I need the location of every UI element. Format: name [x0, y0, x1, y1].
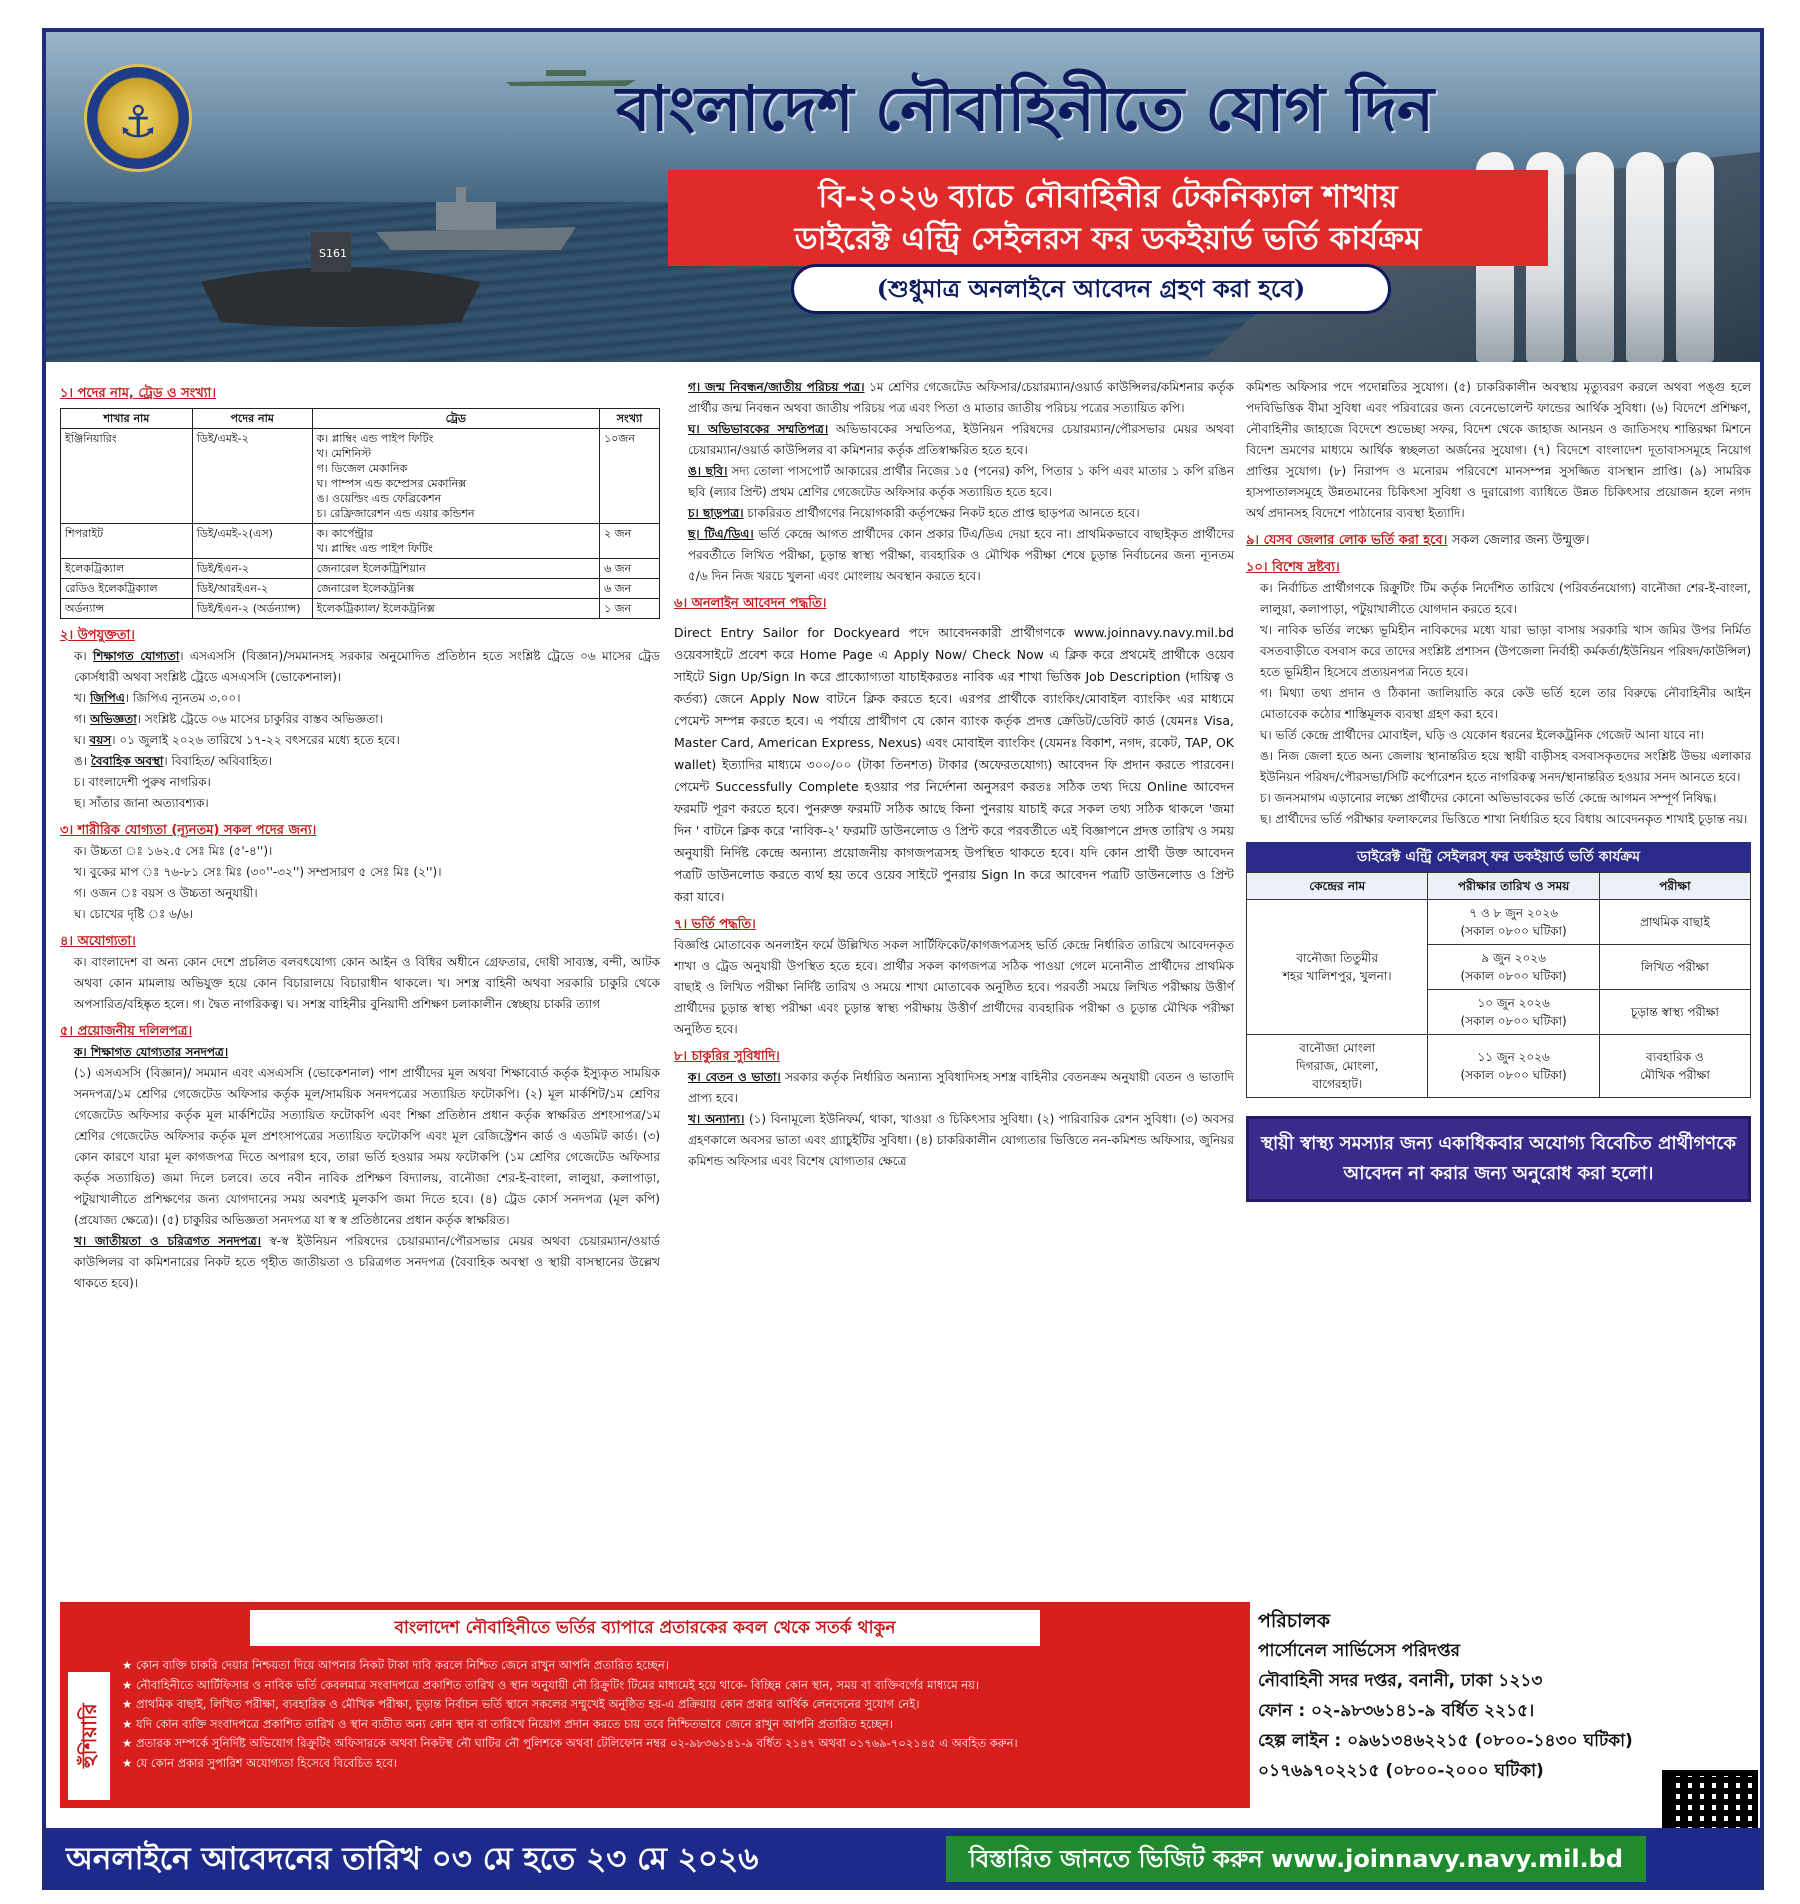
table-header: পরীক্ষা: [1599, 873, 1750, 900]
posts-table: [60, 408, 660, 619]
sailor-figure: [1676, 152, 1714, 362]
paragraph: কমিশন্ড অফিসার পদে পদোন্নতির সুযোগ। (৫) চাকরিকালীন অবস্থায় মৃত্যুবরণ করলে অথবা পঙ্গু হলে পদবিভিত্তিক বীমা সুবিধা এবং পরিবারের জন্য বেনেভোলেন্ট ফান্ডের আর্থিক সুবিধা। (৬) বিদেশে প্রশিক্ষণ, নৌবাহিনীর জাহাজে বিদেশে শুভেচ্ছা সফর, বিদেশ থেকে জাহাজ আনয়ন ও জাতিসংঘ শান্তিরক্ষা মিশনে বিদেশ ভ্রমণের মাধ্যমে আর্থিক স্বচ্ছলতা অর্জনের সুযোগ। (৭) বিদেশে বাংলাদেশ দূতাবাসসমূহে নিয়োগ প্রাপ্তির সুযোগ। (৮) নিরাপদ ও মনোরম পরিবেশে মানসম্পন্ন সুসজ্জিত বাসস্থান প্রাপ্তি। (৯) সামরিক হাসপাতালসমূহে উন্নতমানের চিকিৎসা সুবিধা ও দুরারোগ্য ব্যাধিতে উন্নত চিকিৎসার প্রয়োজন হলে নগদ অর্থ প্রদানসহ বিদেশে পাঠানোর ব্যবস্থা ইত্যাদি।: [1246, 380, 1751, 520]
date-cell: ১১ জুন ২০২৬ (সকাল ০৮০০ ঘটিকা): [1428, 1035, 1599, 1098]
paragraph: গ। অভিজ্ঞতা। সংশ্লিষ্ট ট্রেডে ০৬ মাসের চাকুরির বাস্তব অভিজ্ঞতা।: [74, 712, 383, 726]
branch-cell: ইঞ্জিনিয়ারিং: [61, 429, 193, 524]
contact-line: ফোন : ০২-৯৮৩৬১৪১-৯ বর্ধিত ২২১৫।: [1258, 1701, 1535, 1721]
post-cell: ডিই/এমই-২: [192, 429, 312, 524]
caution-item: ★ প্রতারক সম্পর্কে সুনির্দিষ্ট অভিযোগ রিক্রুটিং অফিসারকে অথবা নিকটস্থ নৌ ঘাটির নৌ পুলিশকে অথবা টেলিফোন নম্বর ০২-৯৮৩৬১৪১-৯ বর্ধিত ২১৪৭ অথবা ০১৭৬৯-৭০২১৪৫ এ অবহিত করুন।: [122, 1734, 1242, 1754]
list-item: খ। নাবিক ভর্তির লক্ষ্যে ভূমিহীন নাবিকদের মধ্যে যারা ভাড়া বাসায় সরকারি খাস জমির উপর নির্মিত বসতবাড়ীতে বসবাস করে তাদের সংশ্লিষ্ট প্রশাসন (উপজেলা নির্বাহী কর্মকর্তা/ইউনিয়ন পরিষদ/কাউন্সিল) হতে ভূমিহীন হিসেবে প্রত্যয়নপত্র নিতে হবে।: [1260, 623, 1751, 679]
banner-title: বাংলাদেশ নৌবাহিনীতে যোগ দিন: [616, 72, 1434, 145]
post-cell: ডিই/আরইএন-২: [192, 579, 312, 599]
anchor-icon: ⚓: [118, 97, 158, 148]
table-header: কেন্দ্রের নাম: [1247, 873, 1428, 900]
schedule-title: ডাইরেক্ট এন্ট্রি সেইলরস্ ফর ডকইয়ার্ড ভর্তি কার্যক্রম: [1246, 842, 1751, 872]
section-heading: ৫। প্রয়োজনীয় দলিলপত্র।: [60, 1024, 193, 1039]
table-row: [61, 429, 660, 524]
list-item: ঘ। ভর্তি কেন্দ্রে প্রার্থীদের মোবাইল, ঘড়ি ও যেকোন ধরনের ইলেকট্রনিক গেজেট আনা যাবে না।: [1260, 728, 1705, 742]
paragraph: ঙ। ছবি। সদ্য তোলা পাসপোর্ট আকারের প্রার্থীর নিজের ১৫ (পনের) কপি, পিতার ১ কপি এবং মাতার ১ কপি রঙিন ছবি (ল্যাব প্রিন্ট) প্রথম শ্রেণির গেজেটেড অফিসার কর্তৃক সত্যায়িত হতে হবে।: [688, 464, 1234, 499]
contact-line: ০১৭৬৯৭০২২১৫ (০৮০০-২০০০ ঘটিকা): [1258, 1761, 1544, 1781]
keyword: চ। ছাড়পত্র।: [688, 506, 744, 520]
keyword: বৈবাহিক অবস্থা: [90, 754, 164, 768]
online-only-note: (শুধুমাত্র অনলাইনে আবেদন গ্রহণ করা হবে): [791, 264, 1391, 314]
caution-item: ★ নৌবাহিনীতে আর্টিফিসার ও নাবিক ভর্তি কেবলমাত্র সংবাদপত্রে প্রকাশিত তারিখ ও স্থান অনুযায়ী নৌ রিক্রুটিং টিমের মাধ্যমেই হয়ে থাকে- বিচ্ছিন্ন কোন স্থান, সময় বা ব্যক্তিবর্গের মাধ্যমে নয়।: [122, 1676, 1242, 1696]
keyword: ছ। টিএ/ডিএ।: [688, 527, 754, 541]
list-item: ঘ। চোখের দৃষ্টি ঃ ৬/৬।: [74, 907, 194, 921]
keyword: গ। জন্ম নিবন্ধন/জাতীয় পরিচয় পত্র।: [688, 380, 865, 394]
section-heading: ২। উপযুক্ততা।: [60, 628, 135, 643]
banner: [46, 32, 1760, 362]
count-cell: ৬ জন: [600, 579, 660, 599]
keyword: ঙ। ছবি।: [688, 464, 728, 478]
contact-block: [1258, 1606, 1758, 1786]
paragraph: খ। জাতীয়তা ও চরিত্রগত সনদপত্র। স্ব-স্ব ইউনিয়ন পরিষদের চেয়ারম্যান/পৌরসভার মেয়র অথবা চেয়ারম্যান/ওয়ার্ড কাউন্সিলর বা কমিশনারের নিকট হতে গৃহীত জাতীয়তা ও চরিত্রগত সনদপত্র (বৈবাহিক অবস্থা ও স্থায়ী বাসস্থানের উল্লেখ থাকতে হবে)।: [74, 1234, 660, 1290]
caution-item: ★ যদি কোন ব্যক্তি সংবাদপত্রে প্রকাশিত তারিখ ও স্থান ব্যতীত অন্য কোন স্থান বা তারিখে নিয়োগ প্রদান করতে চায় তবে নিশ্চিতভাবে জেনে রাখুন আপনি প্রতারিত হচ্ছেন।: [122, 1715, 1242, 1735]
post-cell: ডিই/ইএন-২ (অর্ডন্যান্স): [192, 599, 312, 619]
count-cell: ৬ জন: [600, 559, 660, 579]
website-link[interactable]: বিস্তারিত জানতে ভিজিট করুন www.joinnavy.navy.mil.bd: [946, 1836, 1646, 1882]
banner-subtitle-line: ডাইরেক্ট এন্ট্রি সেইলরস ফর ডকইয়ার্ড ভর্তি কার্যক্রম: [794, 221, 1422, 257]
paragraph: ঘ। অভিভাবকের সম্মতিপত্র। অভিভাবকের সম্মতিপত্র, ইউনিয়ন পরিষদের চেয়ারম্যান/পৌরসভার মেয়র অথবা চেয়ারম্যান/ওয়ার্ড কাউন্সিলর বা কমিশনার কর্তৃক প্রতিস্বাক্ষরিত হতে হবে।: [688, 422, 1234, 457]
list-item: গ। ওজন ঃ বয়স ও উচ্চতা অনুযায়ী।: [74, 886, 258, 900]
trade-cell: জেনারেল ইলেকট্রিশিয়ান: [312, 559, 600, 579]
table-row: [1247, 1035, 1751, 1098]
count-cell: ১০জন: [600, 429, 660, 524]
list-item: গ। মিথ্যা তথ্য প্রদান ও ঠিকানা জালিয়াতি করে কেউ ভর্তি হলে তার বিরুদ্ধে নৌবাহিনীর আইন মোতাবেক কঠোর শাস্তিমূলক ব্যবস্থা গ্রহণ করা হবে।: [1260, 686, 1751, 721]
online-application-text: Direct Entry Sailor for Dockyeard পদে আবেদনকারী প্রার্থীগণকে www.joinnavy.navy.mil.bd ওয়েবসাইটে প্রবেশ করে Home Page এ Apply Now/ Check Now এ ক্লিক করে প্রথমেই প্রার্থীকে ওয়েব সাইটে Sign Up/Sign In করে প্রাক্যোগ্যতা যাচাইকরতঃ নাবিক এর শাখা ভিত্তিক Job Description (দায়িত্ব ও কর্তব্য) জেনে Apply Now বাটনে ক্লিক করতে হবে। এরপর প্রার্থীকে ব্যাংকিং/মোবাইল ব্যাংকিং এর মাধ্যমে পেমেন্ট সম্পন্ন করতে হবে। এ পর্যায়ে প্রার্থীগণ যে কোন ব্যাংক কর্তৃক প্রদত্ত ক্রেডিট/ডেবিট কার্ড (যেমনঃ Visa, Master Card, American Express, Nexus) এবং মোবাইল ব্যাংকিং (যেমনঃ বিকাশ, নগদ, রকেট, TAP, OK wallet) ইত্যাদির মাধ্যমে ৩০০/০০ (টাকা তিনশত) টাকার (অফেরতযোগ্য) আবেদন ফি প্রদান করতে পারবেন। পেমেন্ট Successfully Complete হওয়ার পর নির্দেশনা অনুসরণ করতঃ সঠিক তথ্য দিয়ে Online আবেদন ফরমটি পূরণ করতে হবে। পুনরুক্ত ফরমটি সঠিক আছে কিনা পুনরায় যাচাই করে সকল তথ্য সঠিক থাকলে 'জমা দিন ' বাটনে ক্লিক করে 'নাবিক-২' ফরমটি ডাউনলোড ও প্রিন্ট করে পরবর্তীতে এই বিজ্ঞাপনে প্রদত্ত তারিখ ও সময় অনুযায়ী নির্দিষ্ট কেন্দ্রে অন্যান্য প্রয়োজনীয় কাগজপত্রসহ উপস্থিত থাকতে হবে। যদি কোন প্রার্থী উক্ত আবেদন পত্রটি ডাউনলোড করতে ব্যর্থ হয় তবে ওয়েব সাইটে পুনরায় Sign In করে আবেদন পত্রটি ডাউনলোড ও প্রিন্ট করা যাবে।: [674, 625, 1234, 904]
paragraph: চ। বাংলাদেশী পুরুষ নাগরিক।: [74, 775, 211, 789]
section-heading: ৪। অযোগ্যতা।: [60, 934, 136, 949]
table-header: ট্রেড: [312, 409, 600, 429]
keyword: ক। বেতন ও ভাতা।: [688, 1070, 781, 1084]
paragraph: বিজ্ঞপ্তি মোতাবেক অনলাইন ফর্মে উল্লিখিত সকল সার্টিফিকেট/কাগজপত্রসহ ভর্তি কেন্দ্রে নির্ধারিত তারিখে আবেদনকৃত শাখা ও ট্রেড অনুযায়ী উপস্থিত হতে হবে। প্রার্থীর সকল কাগজপত্র সঠিক পাওয়া গেলে মনোনীত প্রার্থীদের প্রাথমিক বাছাই ও লিখিত পরীক্ষা নির্দিষ্ট তারিখ ও সময়ে শাখা মোতাবেক অনুষ্ঠিত হবে। পরবর্তী সময়ে লিখিত পরীক্ষায় উত্তীর্ণ প্রার্থীদের চূড়ান্ত স্বাস্থ্য পরীক্ষা এবং চূড়ান্ত স্বাস্থ্য পরীক্ষায় উত্তীর্ণ প্রার্থীদের ব্যবহারিক পরীক্ষা ও চূড়ান্ত মৌখিক পরীক্ষা অনুষ্ঠিত হবে।: [674, 938, 1234, 1036]
center-cell: বানৌজা তিতুমীর শহর খালিশপুর, খুলনা।: [1247, 900, 1428, 1035]
list-item: খ। বুকের মাপ ঃ ৭৬-৮১ সেঃ মিঃ (৩০''-৩২'') সম্প্রসারণ ৫ সেঃ মিঃ (২'')।: [74, 865, 442, 879]
branch-cell: শিপরাইট: [61, 524, 193, 559]
paragraph: গ। জন্ম নিবন্ধন/জাতীয় পরিচয় পত্র। ১ম শ্রেণির গেজেটেড অফিসার/চেয়ারম্যান/ওয়ার্ড কাউন্সিলর/কমিশনার কর্তৃক প্রার্থীর জন্ম নিবন্ধন অথবা জাতীয় পরিচয় পত্র এবং পিতা ও মাতার জাতীয় পরিচয় পত্রের সত্যায়িত কপি।: [688, 380, 1234, 415]
date-cell: ১০ জুন ২০২৬ (সকাল ০৮০০ ঘটিকা): [1428, 990, 1599, 1035]
branch-cell: অর্ডন্যান্স: [61, 599, 193, 619]
list-item: ছ। প্রার্থীদের ভর্তি পরীক্ষার ফলাফলের ভিত্তিতে শাখা নির্ধারিত হবে বিধায় আবেদনকৃত শাখাই চূড়ান্ত নয়।: [1260, 812, 1748, 826]
contact-line: হেল্প লাইন : ০৯৬১৩৪৬২২১৫ (০৮০০-১৪৩০ ঘটিকা): [1258, 1731, 1633, 1751]
schedule-box: [1246, 842, 1751, 1202]
branch-cell: রেডিও ইলেকট্রিক্যাল: [61, 579, 193, 599]
list-item: ক। নির্বাচিত প্রার্থীগণকে রিক্রুটিং টিম কর্তৃক নির্দেশিত তারিখে (পরিবর্তনযোগ্য) বানৌজা শের-ই-বাংলা, লালুয়া, কলাপাড়া, পটুয়াখালীতে যোগদান করতে হবে।: [1260, 581, 1751, 616]
paragraph: ক। বেতন ও ভাতা। সরকার কর্তৃক নির্ধারিত অন্যান্য সুবিধাদিসহ সশস্ত্র বাহিনীর বেতনক্রম অনুযায়ী বেতন ও ভাতাদি প্রাপ্য হবে।: [688, 1070, 1234, 1105]
paragraph: (১) এসএসসি (বিজ্ঞান)/ সমমান এবং এসএসসি (ভোকেশনাল) পাশ প্রার্থীদের মূল অথবা শিক্ষাবোর্ড কর্তৃক ইস্যুকৃত সাময়িক সনদপত্র/১ম শ্রেণির গেজেটেড অফিসার কর্তৃক মূল/সাময়িক সনদপত্রের সত্যায়িত ফটোকপি। (২) মূল মার্কশিট/১ম শ্রেণির গেজেটেড অফিসার কর্তৃক মূল মার্কশিটের সত্যায়িত ফটোকপি এবং শিক্ষা প্রতিষ্ঠান প্রধান কর্তৃক স্বাক্ষরিত প্রশংসাপত্র/১ম শ্রেণির গেজেটেড অফিসার কর্তৃক মূল প্রশংসাপত্রের সত্যায়িত ফটোকপি এবং মূল রেজিস্ট্রেশন কার্ড ও এডমিট কার্ড। (৩) কোন কারণে যারা মূল কাগজপত্র দিতে অপারগ হবে, তারা ভর্তি হওয়ার সময় ফটোকপি (১ম শ্রেণির গেজেটেড অফিসার কর্তৃক সত্যায়িত) জমা দিলে চলবে। তবে নবীন নাবিক প্রশিক্ষণ বিদ্যালয়, বানৌজা শের-ই-বাংলা, লালুয়া, কলাপাড়া, পটুয়াখালীতে প্রশিক্ষণের জন্য যোগদানের সময় অবশ্যই মূলকপি জমা দিতে হবে। (৪) ট্রেড কোর্স সনদপত্র (মূল কপি) (প্রযোজ্য ক্ষেত্রে)। (৫) চাকুরির অভিজ্ঞতা সনদপত্র যা স্ব স্ব প্রতিষ্ঠানের প্রধান কর্তৃক স্বাক্ষরিত।: [74, 1066, 660, 1227]
frigate-image: [376, 182, 576, 252]
post-cell: ডিই/এমই-২(এস): [192, 524, 312, 559]
paragraph: চ। ছাড়পত্র। চাকরিরত প্রার্থীগণের নিয়োগকারী কর্তৃপক্ষের নিকট হতে প্রাপ্ত ছাড়পত্র আনতে হবে।: [688, 506, 1140, 520]
footer-bar: [46, 1828, 1760, 1890]
table-row: [1247, 900, 1751, 945]
column-3: [1246, 377, 1751, 1202]
keyword: বয়স: [89, 733, 112, 747]
paragraph: ছ। সাঁতার জানা অত্যাবশ্যক।: [74, 796, 209, 810]
date-cell: ৭ ও ৮ জুন ২০২৬ (সকাল ০৮০০ ঘটিকা): [1428, 900, 1599, 945]
contact-line: পরিচালক: [1258, 1610, 1330, 1632]
banner-subtitle-line: বি-২০২৬ ব্যাচে নৌবাহিনীর টেকনিক্যাল শাখায়: [818, 179, 1398, 215]
paragraph: ঘ। বয়স। ০১ জুলাই ২০২৬ তারিখে ১৭-২২ বৎসরের মধ্যে হতে হবে।: [74, 733, 400, 747]
date-cell: ৯ জুন ২০২৬ (সকাল ০৮০০ ঘটিকা): [1428, 945, 1599, 990]
column-1: [60, 377, 660, 1294]
keyword: অভিজ্ঞতা: [89, 712, 137, 726]
subheading: ক। শিক্ষাগত যোগ্যতার সনদপত্র।: [74, 1045, 229, 1059]
paragraph: ছ। টিএ/ডিএ। ভর্তি কেন্দ্রে আগত প্রার্থীদের কোন প্রকার টিএ/ডিএ দেয়া হবে না। প্রাথমিকভাবে বাছাইকৃত প্রার্থীদের পরবর্তীতে লিখিত পরীক্ষা, চূড়ান্ত স্বাস্থ্য পরীক্ষা, ব্যবহারিক ও মৌখিক পরীক্ষা শেষে চূড়ান্ত নির্বাচনের জন্য ন্যূনতম ৫/৬ দিন নিজ খরচে খুলনা এবং মোংলায় অবস্থান করতে হবে।: [688, 527, 1234, 583]
section-heading: ৩। শারীরিক যোগ্যতা (ন্যূনতম) সকল পদের জন্য।: [60, 823, 317, 838]
paragraph: খ। জিপিএ। জিপিএ ন্যূনতম ৩.০০।: [74, 691, 241, 705]
keyword: খ। অন্যান্য।: [688, 1112, 745, 1126]
caution-item: ★ প্রাথমিক বাছাই, লিখিত পরীক্ষা, ব্যবহারিক ও মৌখিক পরীক্ষা, চূড়ান্ত নির্বাচন ভর্তি স্থানে সকলের সম্মুখেই অনুষ্ঠিত হয়-এ প্রক্রিয়ায় কোন প্রকার আর্থিক লেনদেনের সুযোগ নেই।: [122, 1695, 1242, 1715]
table-header: পদের নাম: [192, 409, 312, 429]
table-header: শাখার নাম: [61, 409, 193, 429]
trade-cell: ইলেকট্রিক্যাল/ ইলেকট্রনিক্স: [312, 599, 600, 619]
caution-heading: বাংলাদেশ নৌবাহিনীতে ভর্তির ব্যাপারে প্রতারকের কবল থেকে সতর্ক থাকুন: [250, 1610, 1040, 1646]
keyword: শিক্ষাগত যোগ্যতা: [92, 649, 180, 663]
paragraph: ক। শিক্ষাগত যোগ্যতা। এসএসসি (বিজ্ঞান)/সমমানসহ সরকার অনুমোদিত প্রতিষ্ঠান হতে সংশ্লিষ্ট ট্রেডে ০৬ মাসের ট্রেড কোর্সধারী অথবা সংশ্লিষ্ট ট্রেডে এসএসসি (ভোকেশনাল)।: [74, 649, 660, 684]
exam-cell: প্রাথমিক বাছাই: [1599, 900, 1750, 945]
caution-item: ★ কোন ব্যক্তি চাকরি দেয়ার নিশ্চয়তা দিয়ে আপনার নিকট টাকা দাবি করলে নিশ্চিত জেনে রাখুন আপনি প্রতারিত হচ্ছেন।: [122, 1656, 1242, 1676]
paragraph: ক। বাংলাদেশ বা অন্য কোন দেশে প্রচলিত বলবৎযোগ্য কোন আইন ও বিধির অধীনে গ্রেফতার, দোষী সাব্যস্ত, বন্দী, আটক অথবা কোন মামলায় অভিযুক্ত হয়ে কোন বিচারালয়ে বিচারাধীন থাকলে। খ। সশস্ত্র বাহিনী অথবা সরকারি চাকুরি থেকে অপসারিত/বহিষ্কৃত হলে। গ। দ্বৈত নাগরিকত্ব। ঘ। সশস্ত্র বাহিনীর বুনিয়াদী প্রশিক্ষণ চলাকালীন স্বেচ্ছায় চাকরি ত্যাগ: [74, 955, 660, 1011]
section-heading: ৯। যেসব জেলার লোক ভর্তি করা হবে। সকল জেলার জন্য উন্মুক্ত।: [1246, 533, 1590, 548]
table-row: [61, 524, 660, 559]
section-heading: ১০। বিশেষ দ্রষ্টব্য।: [1246, 560, 1340, 575]
trade-cell: ক। কার্পেন্ট্রার খ। প্লাম্বিং এন্ড পাইপ ফিটিং: [312, 524, 600, 559]
application-dates: অনলাইনে আবেদনের তারিখ ০৩ মে হতে ২৩ মে ২০২৬: [66, 1841, 759, 1877]
list-item: ঙ। নিজ জেলা হতে অন্য জেলায় স্থানান্তরিত হয়ে স্থায়ী বাড়ীসহ বসবাসকৃতদের সংশ্লিষ্ট উভয় এলাকার ইউনিয়ন পরিষদ/পৌরসভা/সিটি কর্পোরেশন হতে নাগরিকত্ব সনদ/স্থানান্তরিত হওয়ার সনদ আনতে হবে।: [1260, 749, 1751, 784]
caution-side-label: হুঁশিয়ারি: [68, 1672, 110, 1800]
paragraph: খ। অন্যান্য। (১) বিনামূল্যে ইউনিফর্ম, থাকা, খাওয়া ও চিকিৎসার সুবিধা। (২) পারিবারিক রেশন সুবিধা। (৩) অবসর গ্রহণকালে অবসর ভাতা এবং গ্র্যাচুইটির সুবিধা। (৪) চাকরিকালীন যোগ্যতার ভিত্তিতে নন-কমিশন্ড অফিসার, জুনিয়র কমিশন্ড অফিসার এবং বিশেষ যোগ্যতার ক্ষেত্রে: [688, 1112, 1234, 1168]
banner-subtitle: [668, 170, 1548, 266]
keyword: ঘ। অভিভাবকের সম্মতিপত্র।: [688, 422, 829, 436]
keyword: জিপিএ: [90, 691, 125, 705]
table-header-row: [1247, 873, 1751, 900]
exam-cell: ব্যবহারিক ও মৌখিক পরীক্ষা: [1599, 1035, 1750, 1098]
post-cell: ডিই/ইএন-২: [192, 559, 312, 579]
exam-cell: লিখিত পরীক্ষা: [1599, 945, 1750, 990]
list-item: ক। উচ্চতা ঃ ১৬২.৫ সেঃ মিঃ (৫'-৪'')।: [74, 844, 273, 858]
exam-cell: চূড়ান্ত স্বাস্থ্য পরীক্ষা: [1599, 990, 1750, 1035]
column-2: [674, 377, 1234, 1172]
section-heading: ৭। ভর্তি পদ্ধতি।: [674, 917, 756, 932]
table-row: [61, 559, 660, 579]
section-heading: ৬। অনলাইন আবেদন পদ্ধতি।: [674, 596, 827, 611]
caution-box: [60, 1602, 1250, 1808]
trade-cell: ক। প্লাম্বিং এন্ড পাইপ ফিটিং খ। মেশিনিস্ট গ। ডিজেল মেকানিক ঘ। পাম্পস এন্ড কম্প্রেসর মেকানিক্স ঙ। ওয়েল্ডিং এন্ড ফেব্রিকেশন চ। রেফ্রিজারেশন এন্ড এয়ার কন্ডিশন: [312, 429, 600, 524]
keyword: খ। জাতীয়তা ও চরিত্রগত সনদপত্র।: [74, 1234, 262, 1248]
table-row: [61, 599, 660, 619]
caution-list: [122, 1656, 1242, 1773]
table-header: পরীক্ষার তারিখ ও সময়: [1428, 873, 1599, 900]
schedule-table: [1246, 872, 1751, 1098]
center-cell: বানৌজা মোংলা দিগরাজ, মোংলা, বাগেরহাট।: [1247, 1035, 1428, 1098]
count-cell: ২ জন: [600, 524, 660, 559]
branch-cell: ইলেকট্রিক্যাল: [61, 559, 193, 579]
table-header-row: [61, 409, 660, 429]
contact-line: পার্সোনেল সার্ভিসেস পরিদপ্তর: [1258, 1641, 1460, 1661]
health-warning: স্থায়ী স্বাস্থ্য সমস্যার জন্য একাধিকবার অযোগ্য বিবেচিত প্রার্থীগণকে আবেদন না করার জন্য অনুরোধ করা হলো।: [1246, 1116, 1751, 1202]
sailor-figure: [1626, 152, 1664, 362]
table-row: [61, 579, 660, 599]
advertisement-frame: [42, 28, 1764, 1890]
section-heading: ৮। চাকুরির সুবিধাদি।: [674, 1049, 780, 1064]
hull-number: S161: [319, 247, 347, 260]
contact-line: নৌবাহিনী সদর দপ্তর, বনানী, ঢাকা ১২১৩: [1258, 1671, 1543, 1691]
paragraph: ঙ। বৈবাহিক অবস্থা। বিবাহিত/ অবিবাহিত।: [74, 754, 273, 768]
navy-emblem: [84, 64, 192, 172]
section-heading: ১। পদের নাম, ট্রেড ও সংখ্যা।: [60, 386, 216, 401]
table-header: সংখ্যা: [600, 409, 660, 429]
list-item: চ। জনসমাগম এড়ানোর লক্ষ্যে প্রার্থীদের কোনো অভিভাবকের ভর্তি কেন্দ্রে আগমন সম্পূর্ণ নিষিদ্ধ।: [1260, 791, 1717, 805]
sailor-figure: [1576, 152, 1614, 362]
count-cell: ১ জন: [600, 599, 660, 619]
trade-cell: জেনারেল ইলেকট্রনিক্স: [312, 579, 600, 599]
caution-item: ★ যে কোন প্রকার সুপারিশ অযোগ্যতা হিসেবে বিবেচিত হবে।: [122, 1754, 1242, 1774]
